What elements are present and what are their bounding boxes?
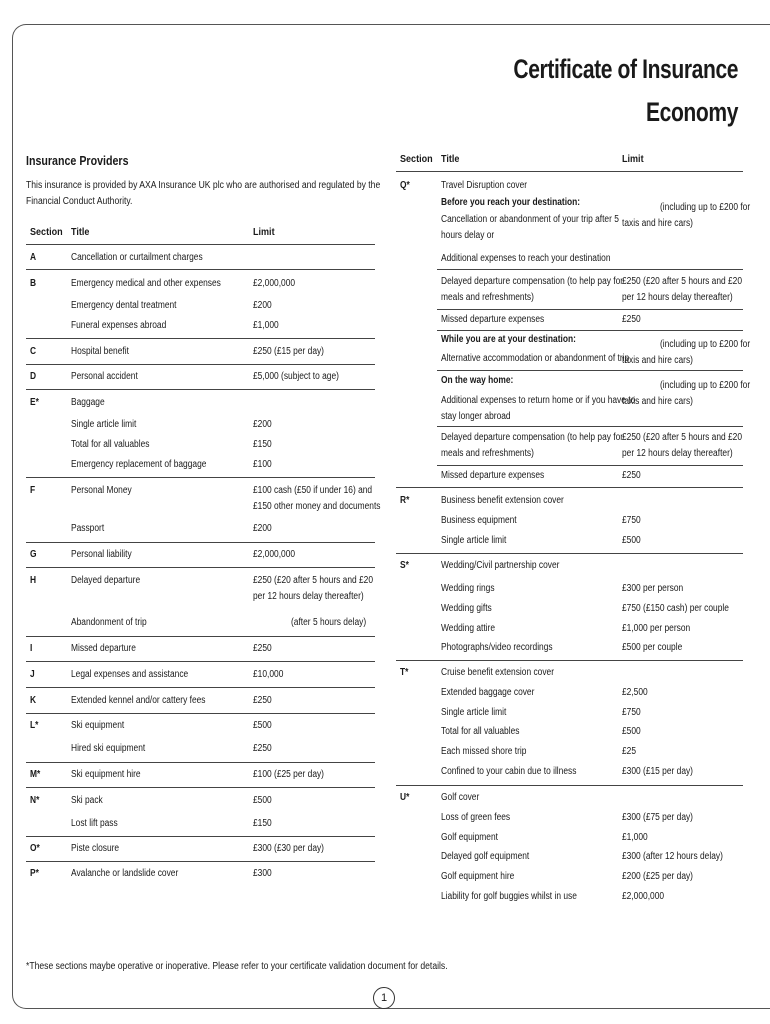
cover-limit: £250 (£15 per day) <box>253 346 324 357</box>
cover-title: Extended baggage cover <box>441 687 535 698</box>
section-code: A <box>30 252 37 263</box>
cover-title: meals and refreshments) <box>441 448 534 459</box>
cover-title: Loss of green fees <box>441 812 511 823</box>
cover-title: Personal accident <box>71 371 138 382</box>
cover-limit: £500 <box>253 795 272 806</box>
cover-limit: £750 (£150 cash) per couple <box>622 603 729 614</box>
section-code: O* <box>30 843 40 854</box>
cover-title: Ski pack <box>71 795 103 806</box>
cover-title: Cancellation or curtailment charges <box>71 252 203 263</box>
cover-limit: (after 5 hours delay) <box>291 617 367 628</box>
cover-title: Delayed departure compensation (to help pay for <box>441 432 624 443</box>
cover-title: Abandonment of trip <box>71 617 147 628</box>
header-title: Title <box>441 153 460 165</box>
cover-limit: £200 <box>253 300 272 311</box>
cover-limit: £1,000 <box>622 832 648 843</box>
cover-limit: £2,000,000 <box>253 549 296 560</box>
cover-limit: £250 (£20 after 5 hours and £20 <box>622 276 743 287</box>
cover-title: Ski equipment <box>71 720 125 731</box>
cover-title: Cruise benefit extension cover <box>441 667 555 678</box>
cover-limit: £250 (£20 after 5 hours and £20 <box>253 575 374 586</box>
cover-limit: £100 (£25 per day) <box>253 769 324 780</box>
cover-limit: £250 <box>253 695 272 706</box>
cover-title: Delayed departure <box>71 575 141 586</box>
cover-title: Funeral expenses abroad <box>71 320 167 331</box>
cover-title: Alternative accommodation or abandonment of trip <box>441 353 630 364</box>
cover-limit: (including up to £200 for <box>660 339 751 350</box>
cover-title: Legal expenses and assistance <box>71 669 189 680</box>
document-title: Certificate of Insurance <box>513 54 738 84</box>
cover-title: Passport <box>71 523 105 534</box>
cover-limit: (including up to £200 for <box>660 202 751 213</box>
cover-subheading: While you are at your destination: <box>441 334 576 345</box>
cover-title: Piste closure <box>71 843 120 854</box>
cover-limit: £200 <box>253 523 272 534</box>
cover-title: Delayed golf equipment <box>441 851 530 862</box>
header-section: Section <box>400 153 433 165</box>
cover-title: Single article limit <box>441 707 507 718</box>
cover-limit: taxis and hire cars) <box>622 355 693 366</box>
cover-title: Total for all valuables <box>71 439 150 450</box>
section-code: T* <box>400 667 409 678</box>
header-section: Section <box>30 226 63 238</box>
cover-limit: (including up to £200 for <box>660 380 751 391</box>
cover-limit: £750 <box>622 707 641 718</box>
cover-limit: £2,000,000 <box>253 278 296 289</box>
cover-limit: £1,000 per person <box>622 623 691 634</box>
cover-limit: £300 (after 12 hours delay) <box>622 851 723 862</box>
cover-title: Missed departure expenses <box>441 470 545 481</box>
cover-limit: £300 (£75 per day) <box>622 812 693 823</box>
cover-title: Single article limit <box>71 419 137 430</box>
cover-limit: £1,000 <box>253 320 279 331</box>
cover-title: Hospital benefit <box>71 346 129 357</box>
cover-limit: £2,000,000 <box>622 891 665 902</box>
cover-title: Business benefit extension cover <box>441 495 564 506</box>
cover-limit: £150 <box>253 439 272 450</box>
cover-limit: £200 (£25 per day) <box>622 871 693 882</box>
section-code: P* <box>30 868 39 879</box>
cover-title: Missed departure <box>71 643 136 654</box>
cover-title: Additional expenses to reach your destination <box>441 253 611 264</box>
cover-title: Emergency dental treatment <box>71 300 177 311</box>
section-code: Q* <box>400 180 410 191</box>
cover-title: stay longer abroad <box>441 411 511 422</box>
section-code: D <box>30 371 37 382</box>
cover-limit: £10,000 <box>253 669 284 680</box>
cover-title: Missed departure expenses <box>441 314 545 325</box>
cover-limit: £300 (£30 per day) <box>253 843 324 854</box>
cover-title: Golf cover <box>441 792 480 803</box>
cover-limit: per 12 hours delay thereafter) <box>622 448 733 459</box>
providers-text-line-2: Financial Conduct Authority. <box>26 196 133 207</box>
section-code: M* <box>30 769 41 780</box>
cover-title: Emergency replacement of baggage <box>71 459 207 470</box>
cover-title: Travel Disruption cover <box>441 180 528 191</box>
document-subtitle: Economy <box>645 97 738 127</box>
cover-title: hours delay or <box>441 230 495 241</box>
cover-limit: £150 <box>253 818 272 829</box>
cover-title: Wedding/Civil partnership cover <box>441 560 560 571</box>
cover-limit: £750 <box>622 515 641 526</box>
cover-limit: £500 <box>622 535 641 546</box>
section-code: C <box>30 346 37 357</box>
cover-title: Wedding rings <box>441 583 495 594</box>
cover-limit: £500 <box>253 720 272 731</box>
cover-limit: £300 per person <box>622 583 684 594</box>
cover-limit: £5,000 (subject to age) <box>253 371 339 382</box>
cover-title: Extended kennel and/or cattery fees <box>71 695 206 706</box>
cover-limit: per 12 hours delay thereafter) <box>622 292 733 303</box>
cover-title: Emergency medical and other expenses <box>71 278 221 289</box>
cover-limit: £200 <box>253 419 272 430</box>
cover-title: Delayed departure compensation (to help pay for <box>441 276 624 287</box>
cover-title: Additional expenses to return home or if you have to <box>441 395 636 406</box>
cover-title: Golf equipment hire <box>441 871 515 882</box>
section-code: U* <box>400 792 410 803</box>
cover-title: Wedding gifts <box>441 603 492 614</box>
cover-title: Wedding attire <box>441 623 496 634</box>
cover-limit: per 12 hours delay thereafter) <box>253 591 364 602</box>
cover-title: Each missed shore trip <box>441 746 527 757</box>
cover-title: Baggage <box>71 397 105 408</box>
section-code: R* <box>400 495 410 506</box>
cover-title: Personal Money <box>71 485 132 496</box>
section-code: F <box>30 485 36 496</box>
cover-title: Hired ski equipment <box>71 743 146 754</box>
cover-limit: £250 (£20 after 5 hours and £20 <box>622 432 743 443</box>
section-code: J <box>30 669 35 680</box>
cover-title: Confined to your cabin due to illness <box>441 766 577 777</box>
providers-text <box>26 178 386 210</box>
cover-title: meals and refreshments) <box>441 292 534 303</box>
page-number: 1 <box>373 987 395 1009</box>
section-code: G <box>30 549 37 560</box>
cover-title: Avalanche or landslide cover <box>71 868 179 879</box>
section-code: I <box>30 643 33 654</box>
cover-title: Single article limit <box>441 535 507 546</box>
section-code: S* <box>400 560 409 571</box>
cover-subheading: On the way home: <box>441 375 514 386</box>
header-title: Title <box>71 226 90 238</box>
cover-title: Total for all valuables <box>441 726 520 737</box>
cover-limit: £25 <box>622 746 637 757</box>
cover-limit: £100 cash (£50 if under 16) and <box>253 485 373 496</box>
cover-limit: taxis and hire cars) <box>622 396 693 407</box>
cover-title: Lost lift pass <box>71 818 118 829</box>
cover-limit: £100 <box>253 459 272 470</box>
cover-limit: taxis and hire cars) <box>622 218 693 229</box>
cover-limit: £500 <box>622 726 641 737</box>
cover-title: Personal liability <box>71 549 132 560</box>
cover-title: Business equipment <box>441 515 517 526</box>
cover-limit: £250 <box>253 743 272 754</box>
cover-limit: £300 <box>253 868 272 879</box>
footnote: *These sections maybe operative or inoperative. Please refer to your certificate validation document for details. <box>26 961 448 972</box>
cover-title: Ski equipment hire <box>71 769 141 780</box>
cover-limit: £2,500 <box>622 687 648 698</box>
providers-text-line-1: This insurance is provided by AXA Insurance UK plc who are authorised and regulated by the <box>26 180 381 191</box>
cover-limit: £250 <box>622 470 641 481</box>
section-code: B <box>30 278 37 289</box>
cover-limit: £250 <box>622 314 641 325</box>
cover-subheading: Before you reach your destination: <box>441 197 581 208</box>
section-code: H <box>30 575 37 586</box>
cover-title: Photographs/video recordings <box>441 642 553 653</box>
cover-title: Golf equipment <box>441 832 498 843</box>
cover-limit: £250 <box>253 643 272 654</box>
cover-limit: £150 other money and documents <box>253 501 381 512</box>
providers-heading: Insurance Providers <box>26 153 129 168</box>
header-limit: Limit <box>622 153 644 165</box>
section-code: E* <box>30 397 39 408</box>
section-code: N* <box>30 795 40 806</box>
cover-title: Cancellation or abandonment of your trip after 5 <box>441 214 619 225</box>
section-code: L* <box>30 720 39 731</box>
cover-limit: £500 per couple <box>622 642 683 653</box>
cover-title: Liability for golf buggies whilst in use <box>441 891 577 902</box>
header-limit: Limit <box>253 226 275 238</box>
section-code: K <box>30 695 37 706</box>
cover-limit: £300 (£15 per day) <box>622 766 693 777</box>
